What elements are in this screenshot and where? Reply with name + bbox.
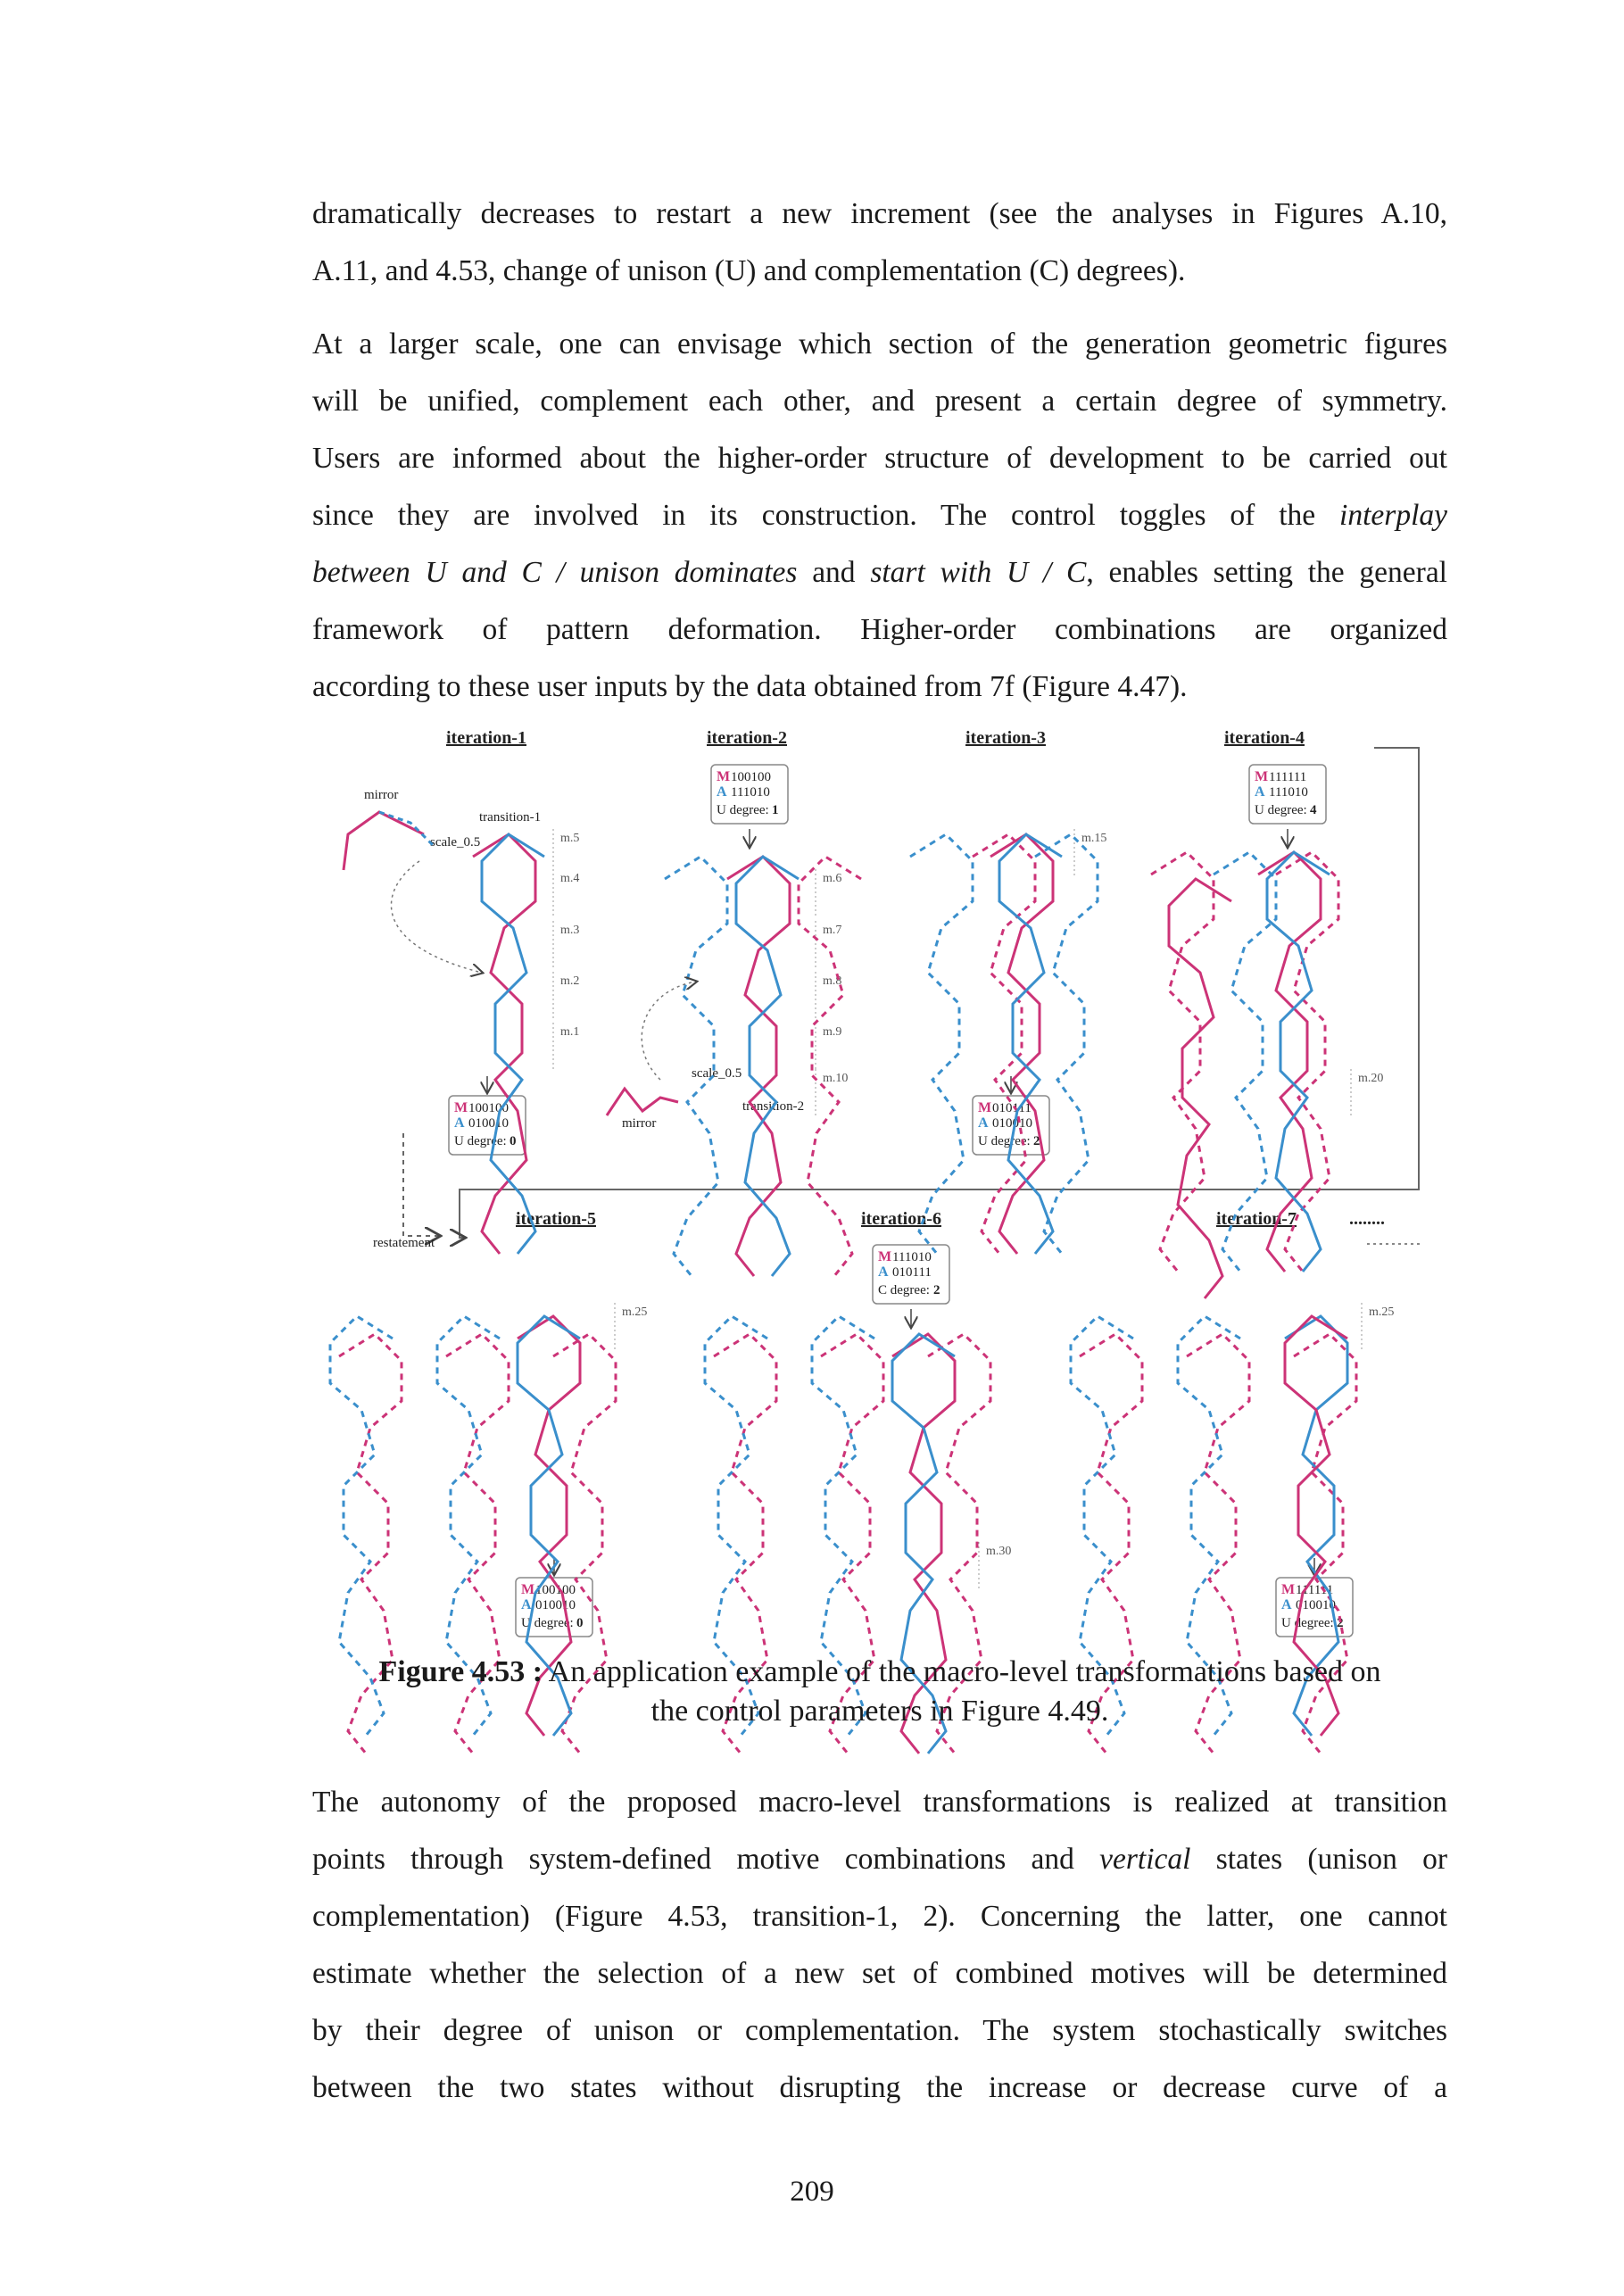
pattern-strand [1035, 834, 1098, 1254]
restatement-label: restatement [373, 1236, 435, 1250]
pattern-strand [973, 834, 1035, 1254]
iteration-ellipsis: ........ [1349, 1209, 1385, 1229]
motive-a-letter: A [978, 1115, 989, 1131]
text-line: dramatically decreases to restart a new increment (see the analyses in Figures A.10, [312, 197, 1447, 230]
motive-a-code: 111010 [1269, 785, 1308, 800]
iteration-label: iteration-2 [707, 728, 787, 748]
pattern-clusters [330, 812, 1356, 1753]
motive-a-letter: A [521, 1597, 532, 1612]
degree-value: 0 [576, 1616, 584, 1630]
text-line: by their degree of unison or complementation. The system stochastically switches [312, 2014, 1447, 2047]
text-line: framework of pattern deformation. Higher-order combinations are organized [312, 613, 1447, 646]
motive-m-code: 100100 [468, 1101, 509, 1115]
measure-label: m.25 [1369, 1305, 1395, 1319]
iteration-label: iteration-3 [965, 728, 1046, 748]
motive-m-letter: M [717, 769, 731, 784]
degree-label: U degree: [454, 1134, 507, 1148]
text-line: A.11, and 4.53, change of unison (U) and complementation (C) degrees). [312, 254, 1186, 287]
iteration-label: iteration-6 [861, 1209, 941, 1229]
motive-a-letter: A [454, 1115, 465, 1131]
seed-strand [344, 812, 424, 870]
transition-label: transition-2 [742, 1099, 805, 1114]
motive-a-letter: A [1281, 1597, 1292, 1612]
motive-a-code: 010010 [1296, 1598, 1336, 1612]
degree-label: U degree: [717, 803, 769, 817]
motive-a-letter: A [1255, 784, 1265, 800]
mirror-label: mirror [622, 1116, 657, 1131]
measure-label: m.8 [823, 974, 842, 988]
motive-box [516, 1558, 592, 1637]
motive-a-code: 010010 [468, 1116, 509, 1131]
measure-label: m.30 [986, 1545, 1012, 1558]
motive-box [873, 1245, 949, 1327]
motive-m-code: 010111 [992, 1101, 1032, 1115]
text-line: complementation) (Figure 4.53, transition-1, 2). Concerning the latter, one cannot [312, 1900, 1447, 1933]
text-line: estimate whether the selection of a new set of combined motives will be determined [312, 1957, 1447, 1990]
motive-m-code: 111111 [1269, 770, 1307, 784]
motive-a-code: 010111 [892, 1265, 932, 1280]
caption-text: An application example of the macro-level transformations based on [543, 1655, 1381, 1688]
scale-label: scale_0.5 [692, 1066, 742, 1081]
text-line: between the two states without disrupting the increase or decrease curve of a [312, 2071, 1447, 2104]
italic-term: interplay [1339, 499, 1447, 532]
motive-m-letter: M [454, 1100, 468, 1115]
motive-m-letter: M [1255, 769, 1269, 784]
motive-m-letter: M [878, 1249, 892, 1264]
mirror-label: mirror [364, 788, 399, 802]
motive-a-letter: A [717, 784, 727, 800]
degree-value: 2 [1033, 1134, 1040, 1148]
degree-label: C degree: [878, 1283, 930, 1297]
text-line: according to these user inputs by the data obtained from 7f (Figure 4.47). [312, 670, 1188, 703]
degree-label: U degree: [521, 1616, 574, 1630]
text-run: , enables setting the general [1086, 556, 1447, 589]
pattern-strand [799, 857, 861, 1276]
text-line: The autonomy of the proposed macro-level transformations is realized at transition [312, 1786, 1447, 1819]
measure-label: m.1 [560, 1025, 580, 1039]
text-run: and [797, 556, 871, 589]
page-number: 209 [790, 2176, 834, 2208]
motive-m-letter: M [521, 1582, 535, 1597]
motive-a-letter: A [878, 1264, 889, 1280]
caption-label: Figure 4.53 : [378, 1655, 543, 1688]
iteration-label: iteration-5 [516, 1209, 596, 1229]
motive-m-letter: M [1281, 1582, 1296, 1597]
text-run: since they are involved in its construction. The control toggles of the [312, 499, 1340, 532]
iteration-label: iteration-7 [1216, 1209, 1297, 1229]
scale-label: scale_0.5 [430, 835, 481, 850]
motive-m-code: 100100 [535, 1583, 576, 1597]
italic-term: vertical [1099, 1843, 1191, 1876]
transform-arrow [642, 982, 696, 1080]
measure-label: m.3 [560, 924, 580, 937]
measure-label: m.9 [823, 1025, 842, 1039]
italic-term: between U and C / unison dominates [312, 556, 798, 589]
italic-term: start with U / C [870, 556, 1087, 589]
measure-label: m.15 [1081, 832, 1107, 845]
motive-m-code: 100100 [731, 770, 771, 784]
figure-labels [364, 728, 1394, 1590]
measure-label: m.10 [823, 1072, 849, 1085]
text-line [312, 1831, 1447, 1888]
measure-label: m.6 [823, 872, 842, 885]
pattern-strand [1169, 879, 1231, 1298]
motive-m-letter: M [978, 1100, 992, 1115]
measure-label: m.4 [560, 872, 580, 885]
motive-a-code: 010010 [992, 1116, 1032, 1131]
measure-label: m.20 [1358, 1072, 1384, 1085]
degree-value: 4 [1310, 803, 1317, 817]
pattern-strand [910, 834, 973, 1254]
motive-box [449, 1076, 526, 1155]
motive-a-code: 111010 [731, 785, 770, 800]
motive-boxes [449, 765, 1353, 1637]
seed-strand [607, 1089, 678, 1115]
text-line: will be unified, complement each other, and present a certain degree of symmetry. [312, 385, 1447, 418]
transition-label: transition-1 [479, 810, 542, 825]
text-run: points through system-defined motive combinations and [312, 1843, 1100, 1876]
degree-value: 1 [772, 803, 779, 817]
motive-box [1249, 765, 1326, 847]
iteration-label: iteration-1 [446, 728, 526, 748]
measure-label: m.5 [560, 832, 580, 845]
measure-label: m.7 [823, 924, 842, 937]
degree-value: 2 [933, 1283, 940, 1297]
iteration-label: iteration-4 [1224, 728, 1305, 748]
degree-label: U degree: [1255, 803, 1307, 817]
motive-box [711, 765, 788, 847]
text-line: At a larger scale, one can envisage which section of the generation geometric figures [312, 327, 1447, 361]
degree-value: 2 [1337, 1616, 1344, 1630]
transform-arrow [391, 861, 482, 973]
caption-line-1 [312, 1653, 1447, 1692]
degree-label: U degree: [1281, 1616, 1334, 1630]
paragraph-3 [312, 1774, 1447, 2117]
caption-line-2: the control parameters in Figure 4.49. [650, 1695, 1109, 1728]
text-run: states (unison or [1190, 1843, 1447, 1876]
degree-value: 0 [510, 1134, 517, 1148]
text-line: Users are informed about the higher-order structure of development to be carried out [312, 442, 1447, 475]
measure-label: m.25 [622, 1305, 648, 1319]
motive-m-code: 111111 [1296, 1583, 1334, 1597]
measure-label: m.2 [560, 974, 580, 988]
motive-m-code: 111010 [892, 1250, 932, 1264]
figure-caption [312, 1653, 1447, 1731]
degree-label: U degree: [978, 1134, 1031, 1148]
motive-a-code: 010010 [535, 1598, 576, 1612]
